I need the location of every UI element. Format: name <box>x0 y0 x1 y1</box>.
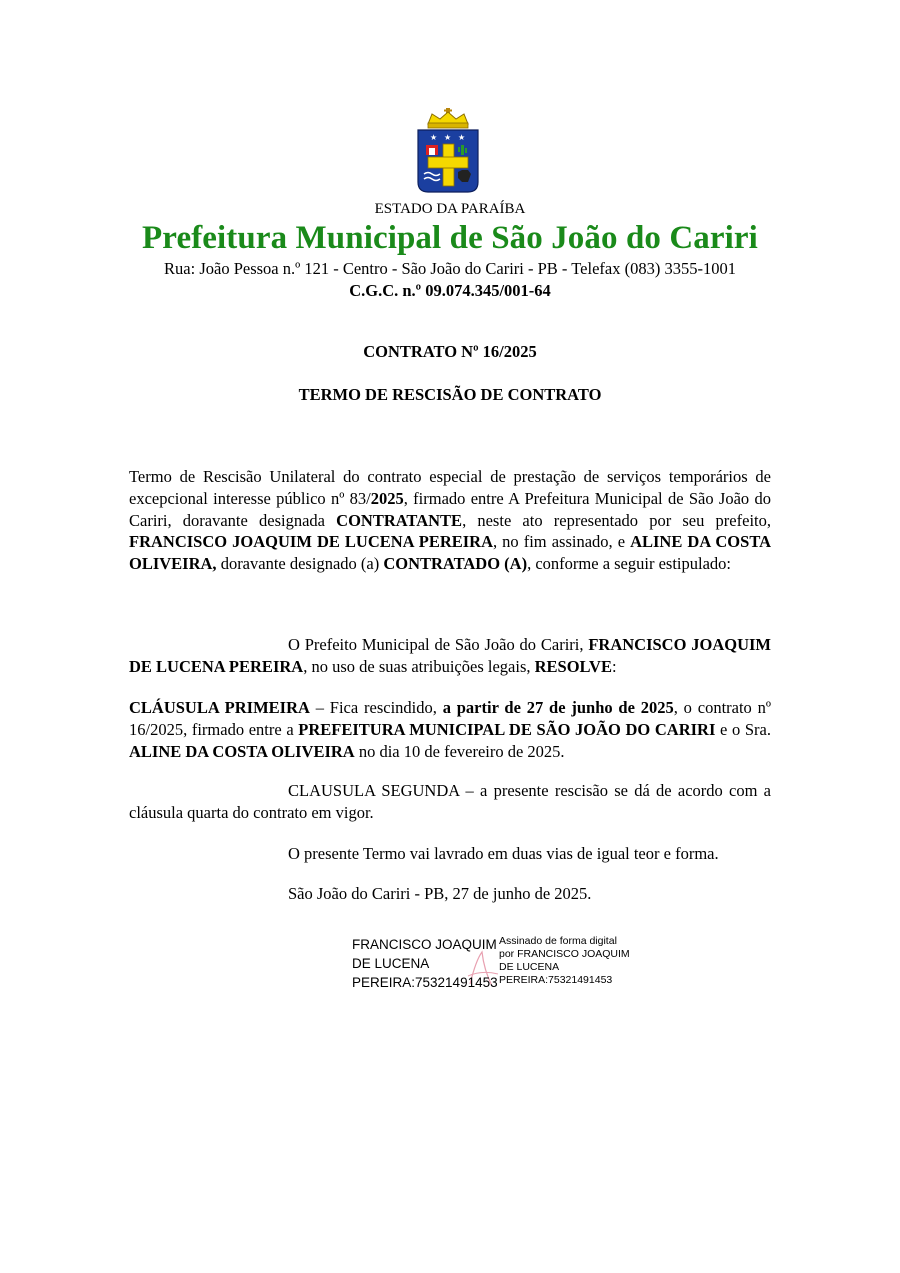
svg-text:★: ★ <box>430 133 438 142</box>
clause-first-paragraph: CLÁUSULA PRIMEIRA – Fica rescindido, a partir de 27 de junho de 2025, o contrato nº 16/2025, firmado entre a PREFEITURA MUNICIPAL DE SÃO JOÃO DO CARIRI e o Sra. ALINE DA COSTA OLIVEIRA no dia 10 de fevereiro de 2025. <box>129 698 771 761</box>
resolution-paragraph: O Prefeito Municipal de São João do Cariri, FRANCISCO JOAQUIM DE LUCENA PEREIRA, no uso de suas atribuições legais, RESOLVE: <box>129 635 771 676</box>
municipality-title: Prefeitura Municipal de São João do Cariri <box>142 220 758 256</box>
svg-text:★: ★ <box>444 133 452 142</box>
municipal-coat-of-arms-icon <box>412 108 484 196</box>
municipality-address: Rua: João Pessoa n.º 121 - Centro - São João do Cariri - PB - Telefax (083) 3355-1001 <box>164 259 736 278</box>
intro-paragraph: Termo de Rescisão Unilateral do contrato especial de prestação de serviços temporários de excepcional interesse público nº 83/2025, firmado entre A Prefeitura Municipal de São João do Cariri, doravante designada CONTRATANTE, neste ato representado por seu prefeito, FRANCISCO JOAQUIM DE LUCENA PEREIRA, no fim assinado, e ALINE DA COSTA OLIVEIRA, doravante designado (a) CONTRATADO (A), conforme a seguir estipulado: <box>129 467 772 574</box>
term-title: TERMO DE RESCISÃO DE CONTRATO <box>298 385 602 404</box>
signature-note: Assinado de forma digital por FRANCISCO JOAQUIM DE LUCENA PEREIRA:75321491453 <box>499 935 630 986</box>
contract-number: CONTRATO Nº 16/2025 <box>363 342 537 361</box>
digital-signature <box>352 935 652 995</box>
municipality-cgc: C.G.C. n.º 09.074.345/001-64 <box>349 281 551 300</box>
signer-name: FRANCISCO JOAQUIM DE LUCENA PEREIRA:75321491453 <box>352 937 498 990</box>
svg-text:★: ★ <box>458 133 466 142</box>
copies-statement: O presente Termo vai lavrado em duas vias de igual teor e forma. <box>288 844 719 863</box>
place-and-date: São João do Cariri - PB, 27 de junho de 2025. <box>288 884 592 903</box>
state-name: ESTADO DA PARAÍBA <box>374 201 526 217</box>
clause-second-paragraph: CLAUSULA SEGUNDA – a presente rescisão se dá de acordo com a cláusula quarta do contrato em vigor. <box>129 781 771 822</box>
